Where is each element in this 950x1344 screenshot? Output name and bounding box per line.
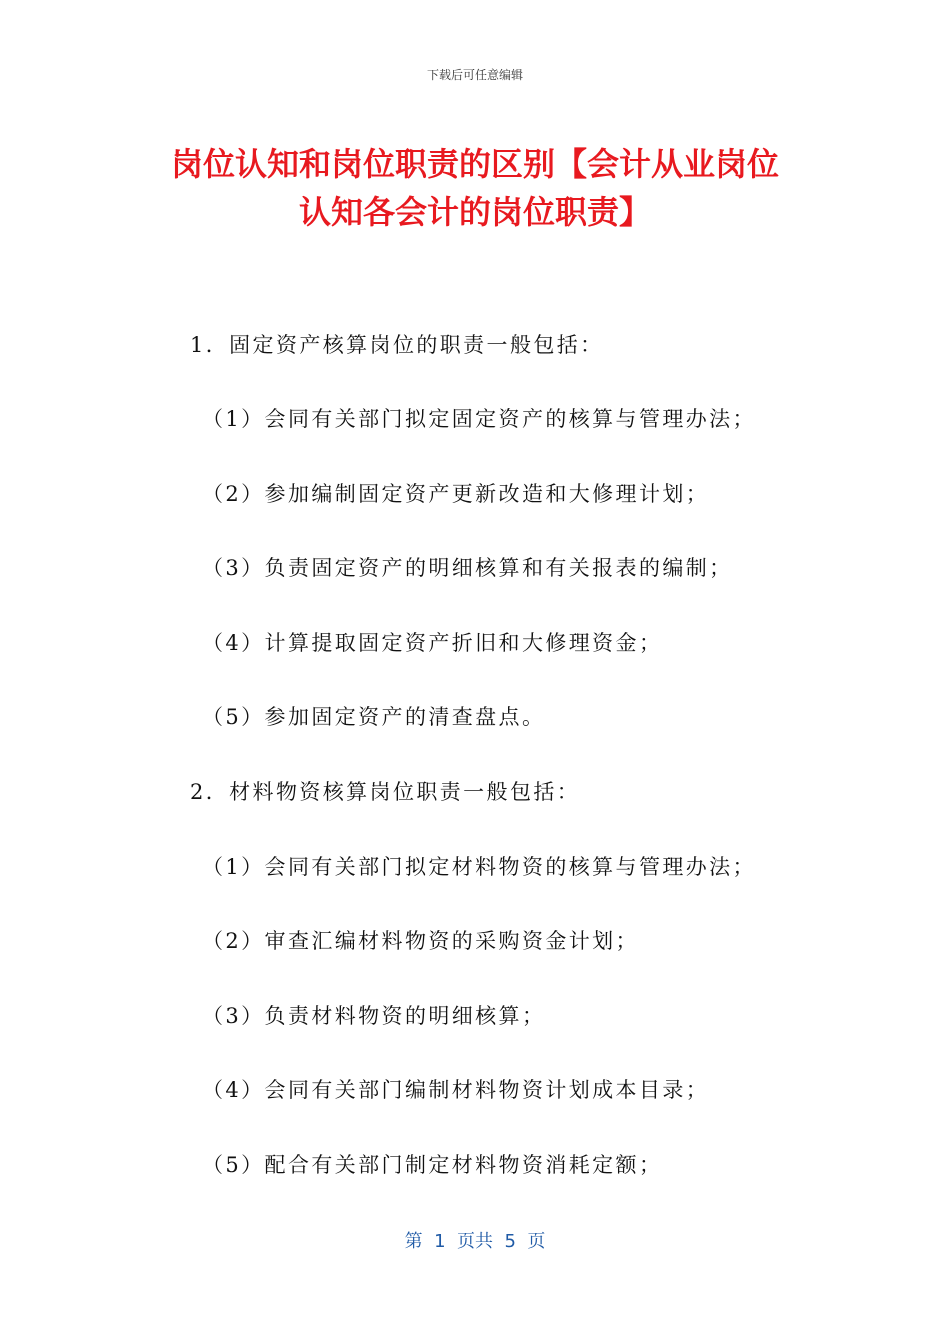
section-heading: 1．固定资产核算岗位的职责一般包括：: [190, 333, 604, 357]
list-item: （2）审查汇编材料物资的采购资金计划；: [202, 929, 639, 953]
list-item: （5）配合有关部门制定材料物资消耗定额；: [202, 1153, 663, 1177]
document-title-line-1: 岗位认知和岗位职责的区别【会计从业岗位: [170, 145, 779, 183]
list-item: （4）会同有关部门编制材料物资计划成本目录；: [202, 1078, 710, 1102]
list-item: （4）计算提取固定资产折旧和大修理资金；: [202, 631, 663, 655]
list-item: （3）负责固定资产的明细核算和有关报表的编制；: [202, 556, 733, 580]
list-item: （3）负责材料物资的明细核算；: [202, 1004, 546, 1028]
document-title-line-2: 认知各会计的岗位职责】: [298, 193, 651, 231]
page-header-note: 下载后可任意编辑: [426, 68, 523, 82]
list-item: （1）会同有关部门拟定固定资产的核算与管理办法；: [202, 407, 756, 431]
section-heading: 2．材料物资核算岗位职责一般包括：: [190, 780, 581, 804]
page-number-footer: 第 1 页共 5 页: [404, 1231, 546, 1252]
list-item: （2）参加编制固定资产更新改造和大修理计划；: [202, 482, 710, 506]
list-item: （5）参加固定资产的清查盘点。: [202, 705, 546, 729]
document-title: [140, 140, 810, 236]
list-item: （1）会同有关部门拟定材料物资的核算与管理办法；: [202, 855, 756, 879]
